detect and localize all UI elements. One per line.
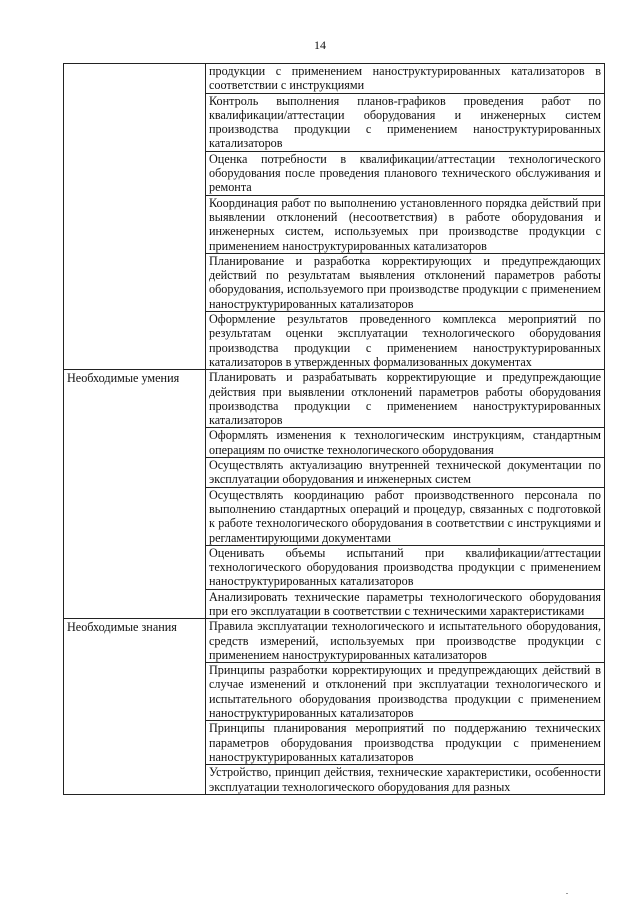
list-item: Оценка потребности в квалификации/аттестации технологического оборудования после проведения планового технического обслуживания и ремонта xyxy=(206,151,604,195)
list-item: Планировать и разрабатывать корректирующие и предупреждающие действия при выявлении отклонений параметров работы оборудования производства продукции с применением наноструктурированных катализаторов xyxy=(209,370,601,428)
table-row-skills xyxy=(64,370,605,619)
table-row-knowledge xyxy=(64,619,605,795)
list-item: Осуществлять координацию работ производственного персонала по выполнению стандартных операций и процедур, связанных с подготовкой к работе технологического оборудования в соответствии с инструкциями и регламентирующими документами xyxy=(206,487,604,545)
row-label-cell xyxy=(64,370,206,619)
list-item: Правила эксплуатации технологического и испытательного оборудования, средств измерений, используемых при производстве продукции с применением наноструктурированных катализаторов xyxy=(209,619,601,662)
scan-speck xyxy=(566,893,568,894)
competency-table xyxy=(63,63,605,795)
list-item: Устройство, принцип действия, технические характеристики, особенности эксплуатации технологического оборудования для разных xyxy=(206,764,604,794)
list-item: Принципы планирования мероприятий по поддержанию технических параметров оборудования производства продукции с применением наноструктурированных катализаторов xyxy=(206,720,604,764)
list-item: Планирование и разработка корректирующих и предупреждающих действий по результатам выявления отклонений параметров работы оборудования, используемого при производстве продукции с применением наноструктурированных катализаторов xyxy=(206,253,604,311)
list-item: Оформление результатов проведенного комплекса мероприятий по результатам оценки эксплуатации технологического оборудования производства продукции с применением наноструктурированных катализаторов в утвержденных формализованных документах xyxy=(206,311,604,369)
list-item: продукции с применением наноструктурированных катализаторов в соответствии с инструкциями xyxy=(209,64,601,93)
list-item: Координация работ по выполнению установленного порядка действий при выявлении отклонений (несоответствия) в работе оборудования и инженерных систем, используемых при производстве продукции с применением наноструктурированных катализаторов xyxy=(206,195,604,253)
row-label-skills: Необходимые умения xyxy=(67,371,180,386)
page-number: 14 xyxy=(314,38,326,52)
row-label-knowledge: Необходимые знания xyxy=(67,620,177,635)
list-item: Осуществлять актуализацию внутренней технической документации по эксплуатации оборудования и инженерных систем xyxy=(206,457,604,487)
row-items-cell xyxy=(206,64,605,370)
list-item: Оформлять изменения к технологическим инструкциям, стандартным операциям по очистке технологического оборудования xyxy=(206,427,604,457)
row-label-cell xyxy=(64,64,206,370)
table-row-continuation xyxy=(64,64,605,370)
list-item: Анализировать технические параметры технологического оборудования при его эксплуатации в соответствии с техническими характеристиками xyxy=(206,589,604,619)
row-label xyxy=(64,64,205,65)
list-item: Контроль выполнения планов-графиков проведения работ по квалификации/аттестации оборудования и инженерных систем производства продукции с применением наноструктурированных катализаторов xyxy=(206,93,604,151)
row-items-cell xyxy=(206,619,605,795)
row-label-cell xyxy=(64,619,206,795)
row-items-cell xyxy=(206,370,605,619)
list-item: Принципы разработки корректирующих и предупреждающих действий в случае изменений и отклонений при эксплуатации технологического и испытательного оборудования производства продукции с применением наноструктурированных катализаторов xyxy=(206,662,604,720)
list-item: Оценивать объемы испытаний при квалификации/аттестации технологического оборудования производства продукции с применением наноструктурированных катализаторов xyxy=(206,545,604,589)
